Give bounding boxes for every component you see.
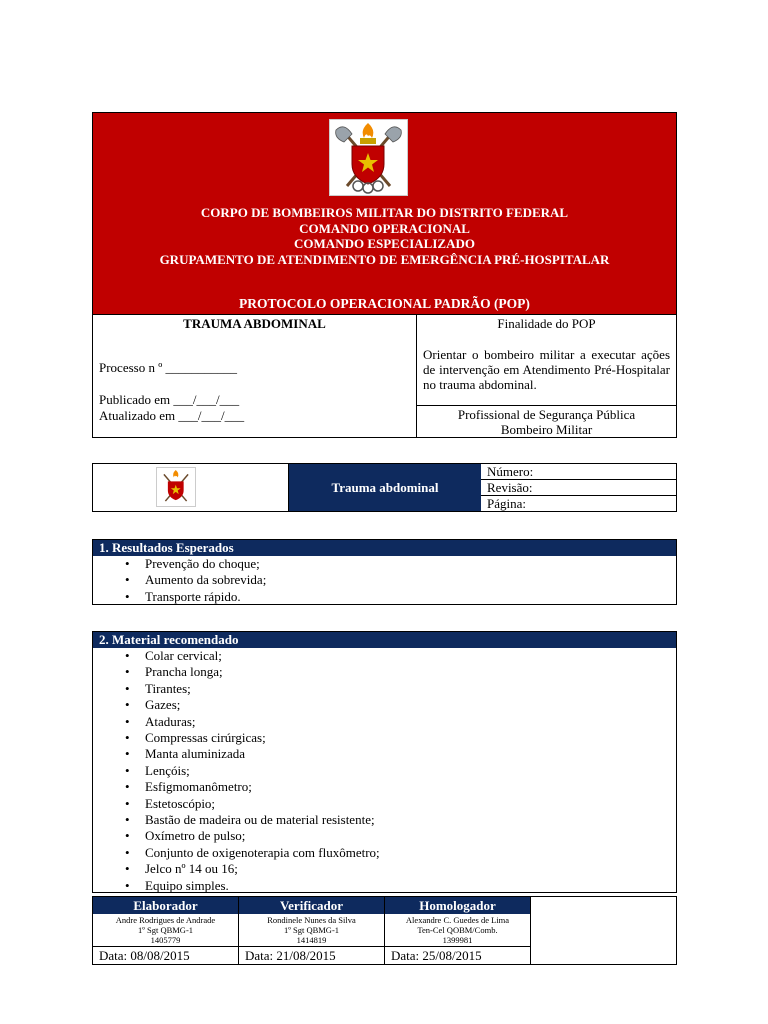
- purpose-title: Finalidade do POP: [497, 316, 596, 331]
- page-header-title: Trauma abdominal: [289, 464, 481, 511]
- list-item: • Manta aluminizada: [125, 746, 676, 762]
- signature-date: Data: 25/08/2015: [391, 948, 482, 963]
- signer-id: 1414819: [296, 935, 327, 945]
- list-item: • Estetoscópio;: [125, 796, 676, 812]
- signature-column-elaborador: [93, 897, 239, 964]
- organization-lines: [93, 205, 676, 267]
- page-header-meta: [481, 464, 676, 511]
- pagina-field: Página:: [487, 496, 526, 511]
- signer-rank: 1º Sgt QBMG-1: [137, 925, 194, 935]
- signature-head: Elaborador: [93, 897, 238, 914]
- signature-column-homologador: [385, 897, 531, 964]
- purpose-box: [417, 315, 676, 406]
- cbmdf-emblem-icon: [329, 119, 408, 196]
- expected-results-list: [93, 556, 676, 605]
- cbmdf-emblem-small-icon: [156, 467, 196, 507]
- pop-title: PROTOCOLO OPERACIONAL PADRÃO (POP): [239, 296, 530, 311]
- list-item: • Esfigmomanômetro;: [125, 779, 676, 795]
- org-line: CORPO DE BOMBEIROS MILITAR DO DISTRITO FEDERAL: [200, 205, 569, 220]
- list-item: • Equipo simples.: [125, 878, 676, 894]
- signature-body: [239, 914, 384, 947]
- page-header-logo-cell: [93, 464, 289, 511]
- professional-line: Bombeiro Militar: [500, 422, 593, 437]
- list-item: • Conjunto de oxigenoterapia com fluxômetro;: [125, 845, 676, 861]
- professional-box: [417, 406, 676, 437]
- signature-head: Verificador: [239, 897, 384, 914]
- protocol-title: TRAUMA ABDOMINAL: [183, 316, 326, 331]
- section-title: 2. Material recomendado: [93, 632, 676, 648]
- material-list: [93, 648, 676, 894]
- signer-name: Rondinele Nunes da Silva: [267, 915, 356, 925]
- processo-line: Processo n º ___________: [99, 360, 237, 375]
- signer-rank: Ten-Cel QOBM/Comb.: [417, 925, 498, 935]
- signature-body: [385, 914, 530, 947]
- list-item: • Tirantes;: [125, 681, 676, 697]
- signer-rank: 1º Sgt QBMG-1: [283, 925, 340, 935]
- revisao-field: Revisão:: [481, 480, 676, 496]
- info-table: [92, 314, 677, 438]
- section-expected-results: [92, 539, 677, 605]
- org-line: GRUPAMENTO DE ATENDIMENTO DE EMERGÊNCIA PRÉ-HOSPITALAR: [159, 251, 610, 267]
- info-left-cell: [93, 315, 417, 437]
- list-item: • Prevenção do choque;: [125, 556, 676, 572]
- list-item: • Compressas cirúrgicas;: [125, 730, 676, 746]
- list-item: • Prancha longa;: [125, 664, 676, 680]
- list-item: • Oxímetro de pulso;: [125, 828, 676, 844]
- info-right-cell: [417, 315, 676, 437]
- section-recommended-material: [92, 631, 677, 893]
- signer-id: 1399981: [442, 935, 473, 945]
- list-item: • Gazes;: [125, 697, 676, 713]
- signer-name: Andre Rodrigues de Andrade: [115, 915, 216, 925]
- publicado-line: Publicado em ___/___/___: [99, 392, 240, 407]
- signature-table: [92, 896, 677, 965]
- document-header: [92, 112, 677, 438]
- signature-body: [93, 914, 238, 947]
- signer-name: Alexandre C. Guedes de Lima: [405, 915, 510, 925]
- signature-head: Homologador: [385, 897, 530, 914]
- list-item: • Jelco nº 14 ou 16;: [125, 861, 676, 877]
- signature-column-blank: [531, 897, 676, 964]
- professional-line: Profissional de Segurança Pública: [457, 407, 636, 422]
- list-item: • Transporte rápido.: [125, 589, 676, 605]
- signer-id: 1405779: [150, 935, 181, 945]
- signature-date: Data: 21/08/2015: [245, 948, 336, 963]
- org-line: COMANDO OPERACIONAL: [299, 220, 470, 236]
- list-item: • Bastão de madeira ou de material resistente;: [125, 812, 676, 828]
- page-header-table: [92, 463, 677, 512]
- org-line: COMANDO ESPECIALIZADO: [294, 236, 475, 251]
- header-banner: [92, 112, 677, 314]
- list-item: • Ataduras;: [125, 714, 676, 730]
- section-title: 1. Resultados Esperados: [93, 540, 676, 556]
- signature-column-verificador: [239, 897, 385, 964]
- blank-cell: [531, 897, 676, 964]
- purpose-text: Orientar o bombeiro militar a executar ações de intervenção em Atendimento Pré-Hospitalar no trauma abdominal.: [423, 347, 670, 392]
- list-item: • Lençóis;: [125, 763, 676, 779]
- atualizado-line: Atualizado em ___/___/___: [99, 408, 245, 423]
- list-item: • Aumento da sobrevida;: [125, 572, 676, 588]
- list-item: • Colar cervical;: [125, 648, 676, 664]
- signature-date: Data: 08/08/2015: [99, 948, 190, 963]
- numero-field: Número:: [481, 464, 676, 480]
